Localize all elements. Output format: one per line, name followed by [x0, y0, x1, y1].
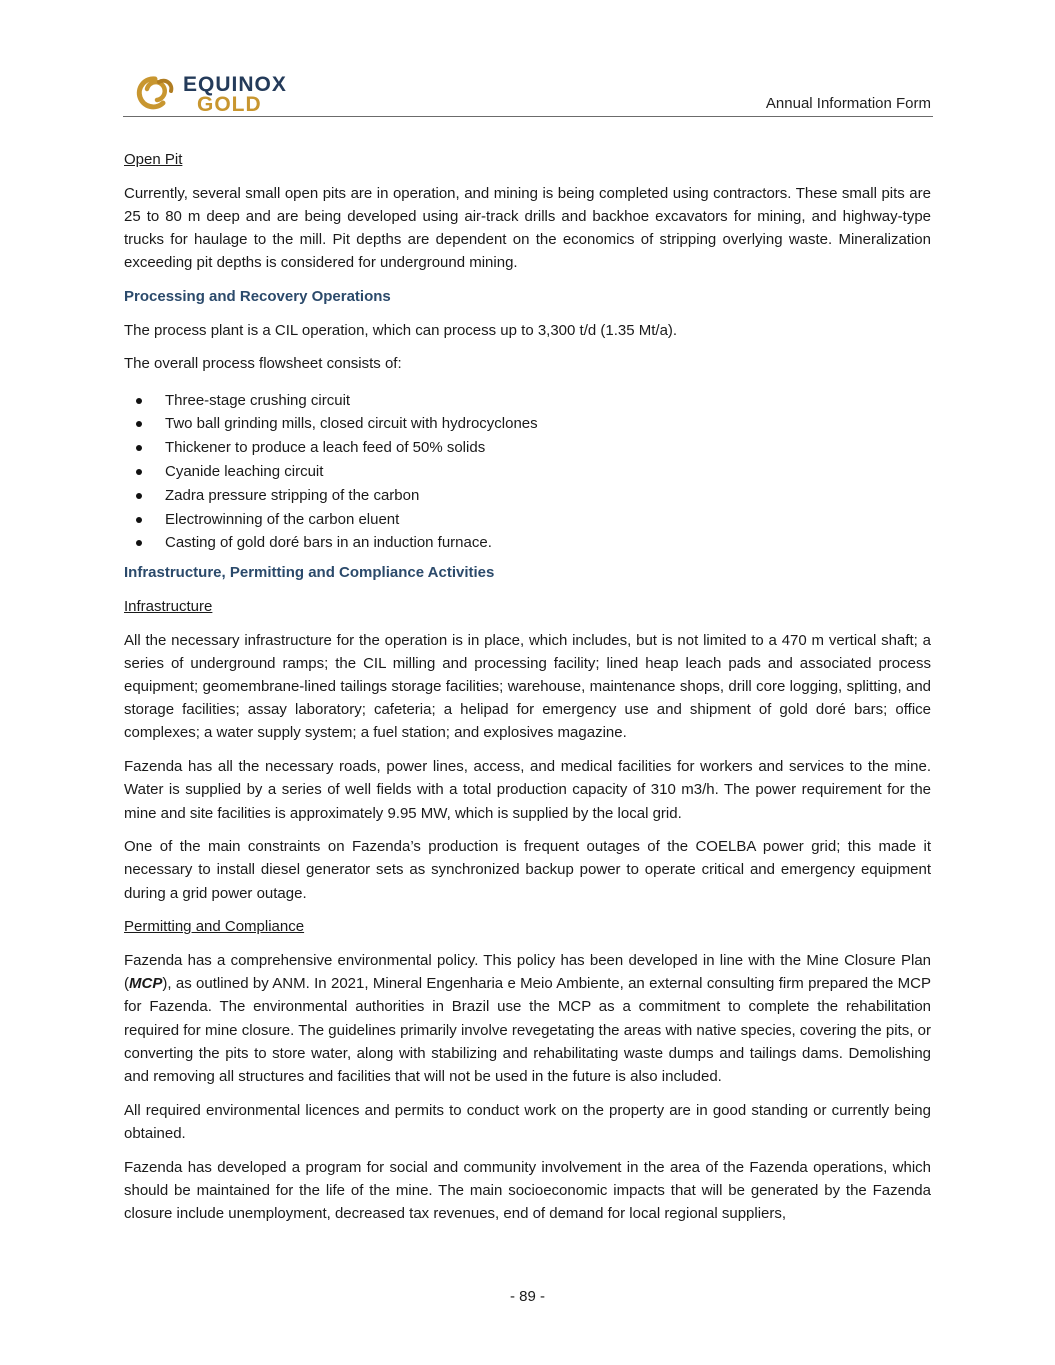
permitting-paragraph-1: [124, 949, 931, 1088]
bullet-icon: [136, 517, 142, 523]
list-item-text: Casting of gold doré bars in an induction furnace.: [165, 534, 492, 552]
permitting-subheading: Permitting and Compliance: [124, 918, 305, 936]
processing-paragraph-1: The process plant is a CIL operation, which can process up to 3,300 t/d (1.35 Mt/a).: [124, 321, 678, 339]
list-item-text: Three-stage crushing circuit: [165, 391, 351, 409]
permitting-text-a: Fazenda has a comprehensive environmental policy. This policy has been developed in line with the Mine Closure Plan (: [124, 952, 931, 993]
page-number: - 89 -: [509, 1288, 545, 1305]
logo-word-equinox: EQUINOX: [183, 73, 287, 96]
bullet-icon: [136, 493, 142, 499]
open-pit-heading: Open Pit: [124, 151, 183, 168]
bullet-icon: [136, 469, 142, 475]
list-item-text: Thickener to produce a leach feed of 50% solids: [165, 439, 486, 457]
bullet-icon: [136, 445, 142, 451]
permitting-text-b: ), as outlined by ANM. In 2021, Mineral Engenharia e Meio Ambiente, an external consulting firm prepared the MCP for Fazenda. The environmental authorities in Brazil use the MCP as a commitment to complete the rehabilitation required for mine closure. The guidelines primarily involve revegetating the areas with native species, covering the pits, or converting the pits to store water, along with stabilizing and rehabilitating waste dumps and tailings dams. Demolishing and removing all structures and facilities that will not be used in the future is also included.: [124, 975, 931, 1086]
logo-word-gold: GOLD: [197, 93, 262, 116]
list-item: [124, 389, 931, 413]
page-header: [123, 70, 933, 117]
list-item-text: Electrowinning of the carbon eluent: [165, 510, 400, 528]
bullet-icon: [136, 398, 142, 404]
list-item: [124, 531, 931, 555]
list-item: [124, 412, 931, 436]
list-item: [124, 460, 931, 484]
list-item-text: Cyanide leaching circuit: [165, 463, 324, 481]
processing-paragraph-2: The overall process flowsheet consists of:: [124, 355, 402, 373]
bullet-icon: [136, 540, 142, 546]
list-item: [124, 436, 931, 460]
list-item: [124, 484, 931, 508]
bullet-icon: [136, 421, 142, 427]
equinox-interlocking-rings-icon: [133, 73, 177, 113]
infrastructure-section-heading: Infrastructure, Permitting and Compliance Activities: [124, 564, 495, 582]
list-item-text: Zadra pressure stripping of the carbon: [165, 486, 420, 504]
permitting-paragraph-2: All required environmental licences and permits to conduct work on the property are in good standing or currently being obtained.: [124, 1101, 931, 1142]
document-title: Annual Information Form: [765, 95, 931, 112]
infrastructure-paragraph-3: One of the main constraints on Fazenda’s production is frequent outages of the COELBA power grid; this made it necessary to install diesel generator sets as synchronized backup power to operate critical and emergency equipment during a grid power outage.: [124, 838, 931, 902]
list-item: [124, 508, 931, 532]
flowsheet-list: [124, 389, 931, 556]
infrastructure-paragraph-1: All the necessary infrastructure for the operation is in place, which includes, but is not limited to a 470 m vertical shaft; a series of underground ramps; the CIL milling and processing facility; lined heap leach pads and associated process equipment; geomembrane-lined tailings storage facilities; warehouse, maintenance shops, drill core logging, splitting, and storage facilities; assay laboratory; cafeteria; a helipad for emergency use and shipment of gold doré bars; office complexes; a water supply system; a fuel station; and explosives magazine.: [124, 631, 931, 742]
processing-heading: Processing and Recovery Operations: [124, 288, 391, 306]
defined-term-mcp: MCP: [129, 975, 163, 993]
equinox-gold-logo: [133, 72, 303, 114]
permitting-paragraph-3: Fazenda has developed a program for social and community involvement in the area of the Fazenda operations, which should be maintained for the life of the mine. The main socioeconomic impacts that will be generated by the Fazenda closure include unemployment, decreased tax revenues, end of demand for local regional suppliers,: [124, 1158, 931, 1223]
page-content: [124, 148, 931, 1236]
open-pit-paragraph: Currently, several small open pits are in operation, and mining is being completed using contractors. These small pits are 25 to 80 m deep and are being developed using air-track drills and backhoe excavators for mining, and highway-type trucks for haulage to the mill. Pit depths are dependent on the economics of stripping overlying waste. Mineralization exceeding pit depths is considered for underground mining.: [124, 184, 931, 272]
infrastructure-paragraph-2: Fazenda has all the necessary roads, power lines, access, and medical facilities for workers and services to the mine. Water is supplied by a series of well fields with a total production capacity of 310 m3/h. The power requirement for the mine and site facilities is approximately 9.95 MW, which is supplied by the local grid.: [124, 758, 931, 822]
infrastructure-subheading: Infrastructure: [124, 597, 213, 615]
list-item-text: Two ball grinding mills, closed circuit with hydrocyclones: [165, 415, 538, 433]
